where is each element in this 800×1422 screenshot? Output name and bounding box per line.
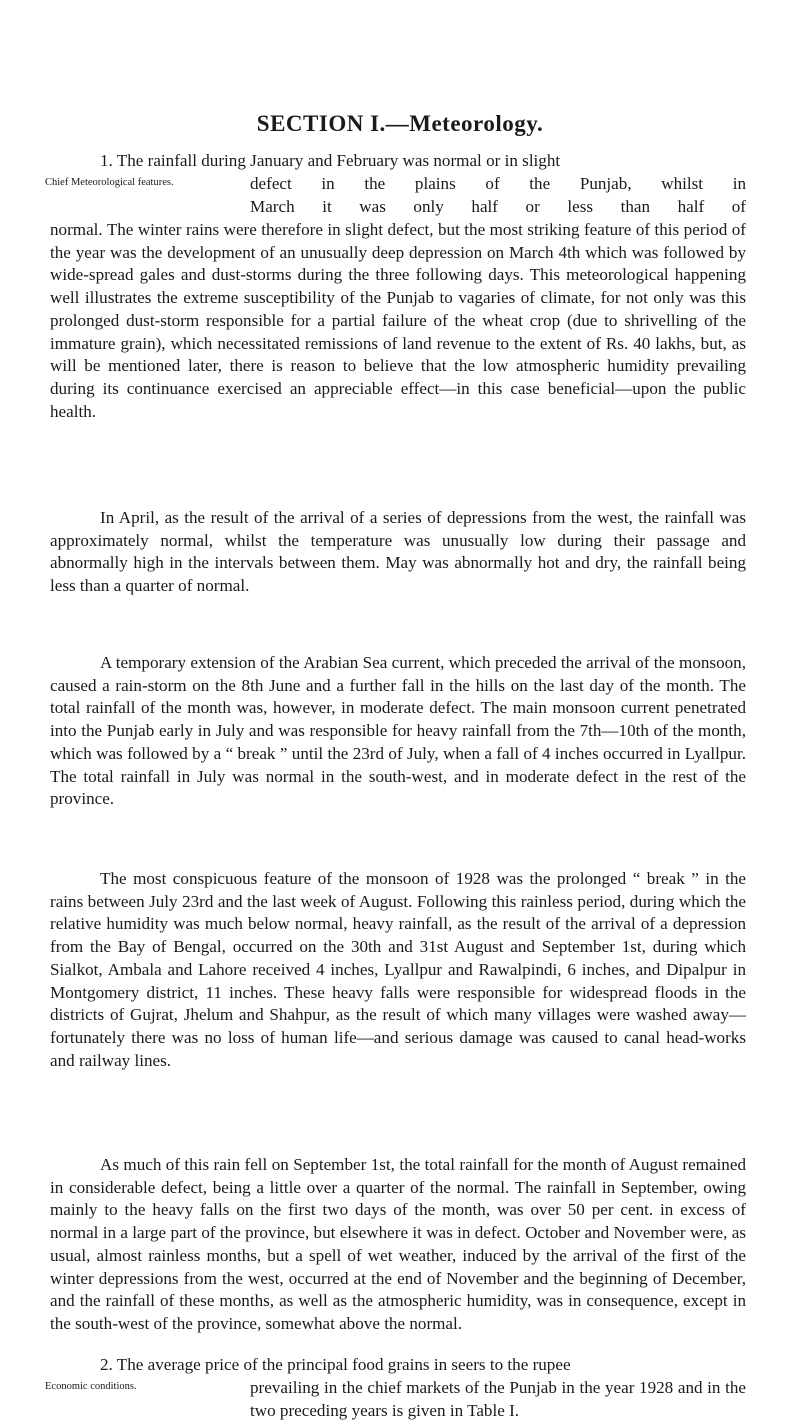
paragraph-4: The most conspicuous feature of the monsoon of 1928 was the prolonged “ break ” in the rains between July 23rd and the last week of August. Following this rainless period, during which the relative humidity was much below normal, heavy rainfall, as the result of the arrival of a depression from the Bay of Bengal, occurred on the 30th and 31st August and September 1st, during which Sialkot, Ambala and Lahore received 4 inches, Lyallpur and Rawalpindi, 6 inches, and Dipalpur in Montgomery district, 11 inches. These heavy falls were responsible for widespread floods in the districts of Gujrat, Jhelum and Shahpur, as the result of which many villages were washed away—fortunately there was no loss of human life—and serious damage was caused to canal head-works and railway lines. <box>50 869 746 1070</box>
margin-note-meteorological: Chief Meteorological features. <box>45 177 174 188</box>
paragraph-1-body: normal. The winter rains were therefore in slight defect, but the most striking feature of this period of the year was the development of an unusually deep depression on March 4th which was followed by wide-spread gales and dust-storms during the three following days. This meteorological happening well illustrates the extreme susceptibility of the Punjab to vagaries of climate, for not only was this prolonged dust-storm responsible for a partial failure of the wheat crop (due to shrivelling of the immature grain), which necessitated remissions of land revenue to the extent of Rs. 40 lakhs, but, as will be mentioned later, there is reason to believe that the low atmospheric humidity prevailing during its continuance exercised an appreciable effect—in this case beneficial—upon the public health. <box>50 220 746 421</box>
section-title: SECTION I.—Meteorology. <box>256 111 544 136</box>
paragraph-6-body: prevailing in the chief markets of the Punjab in the year 1928 and in the two preceding years is given in Table I. <box>250 1378 746 1420</box>
paragraph-1-line-1: 1. The rainfall during January and February was normal or in slight <box>100 151 561 170</box>
paragraph-6-line-1: 2. The average price of the principal food grains in seers to the rupee <box>100 1355 571 1374</box>
paragraph-1-line-3: March it was only half or less than half of <box>250 197 746 216</box>
paragraph-5: As much of this rain fell on September 1st, the total rainfall for the month of August remained in considerable defect, being a little over a quarter of the normal. The rainfall in September, owing mainly to the heavy falls on the first two days of the month, was over 50 per cent. in excess of normal in a large part of the province, but elsewhere it was in defect. October and November were, as usual, almost rainless months, but a spell of wet weather, induced by the arrival of the first of the winter depressions from the west, occurred at the end of November and the beginning of December, and the rainfall of these months, as well as the atmospheric humidity, was in consequence, except in the south-west of the province, somewhat above the normal. <box>50 1155 746 1333</box>
paragraph-2: In April, as the result of the arrival of a series of depressions from the west, the rainfall was approximately normal, whilst the temperature was unusually low during their passage and abnormally high in the intervals between them. May was abnormally hot and dry, the rainfall being less than a quarter of normal. <box>50 508 746 596</box>
paragraph-1-line-2: defect in the plains of the Punjab, whilst in <box>250 174 746 193</box>
paragraph-3: A temporary extension of the Arabian Sea current, which preceded the arrival of the monsoon, caused a rain-storm on the 8th June and a further fall in the hills on the last day of the month. The total rainfall of the month was, however, in moderate defect. The main monsoon current penetrated into the Punjab early in July and was responsible for heavy rainfall from the 7th—10th of the month, which was followed by a “ break ” until the 23rd of July, when a fall of 4 inches occurred in Lyallpur. The total rainfall in July was normal in the south-west, and in moderate defect in the rest of the province. <box>50 653 746 809</box>
margin-note-economic: Economic conditions. <box>45 1381 137 1392</box>
